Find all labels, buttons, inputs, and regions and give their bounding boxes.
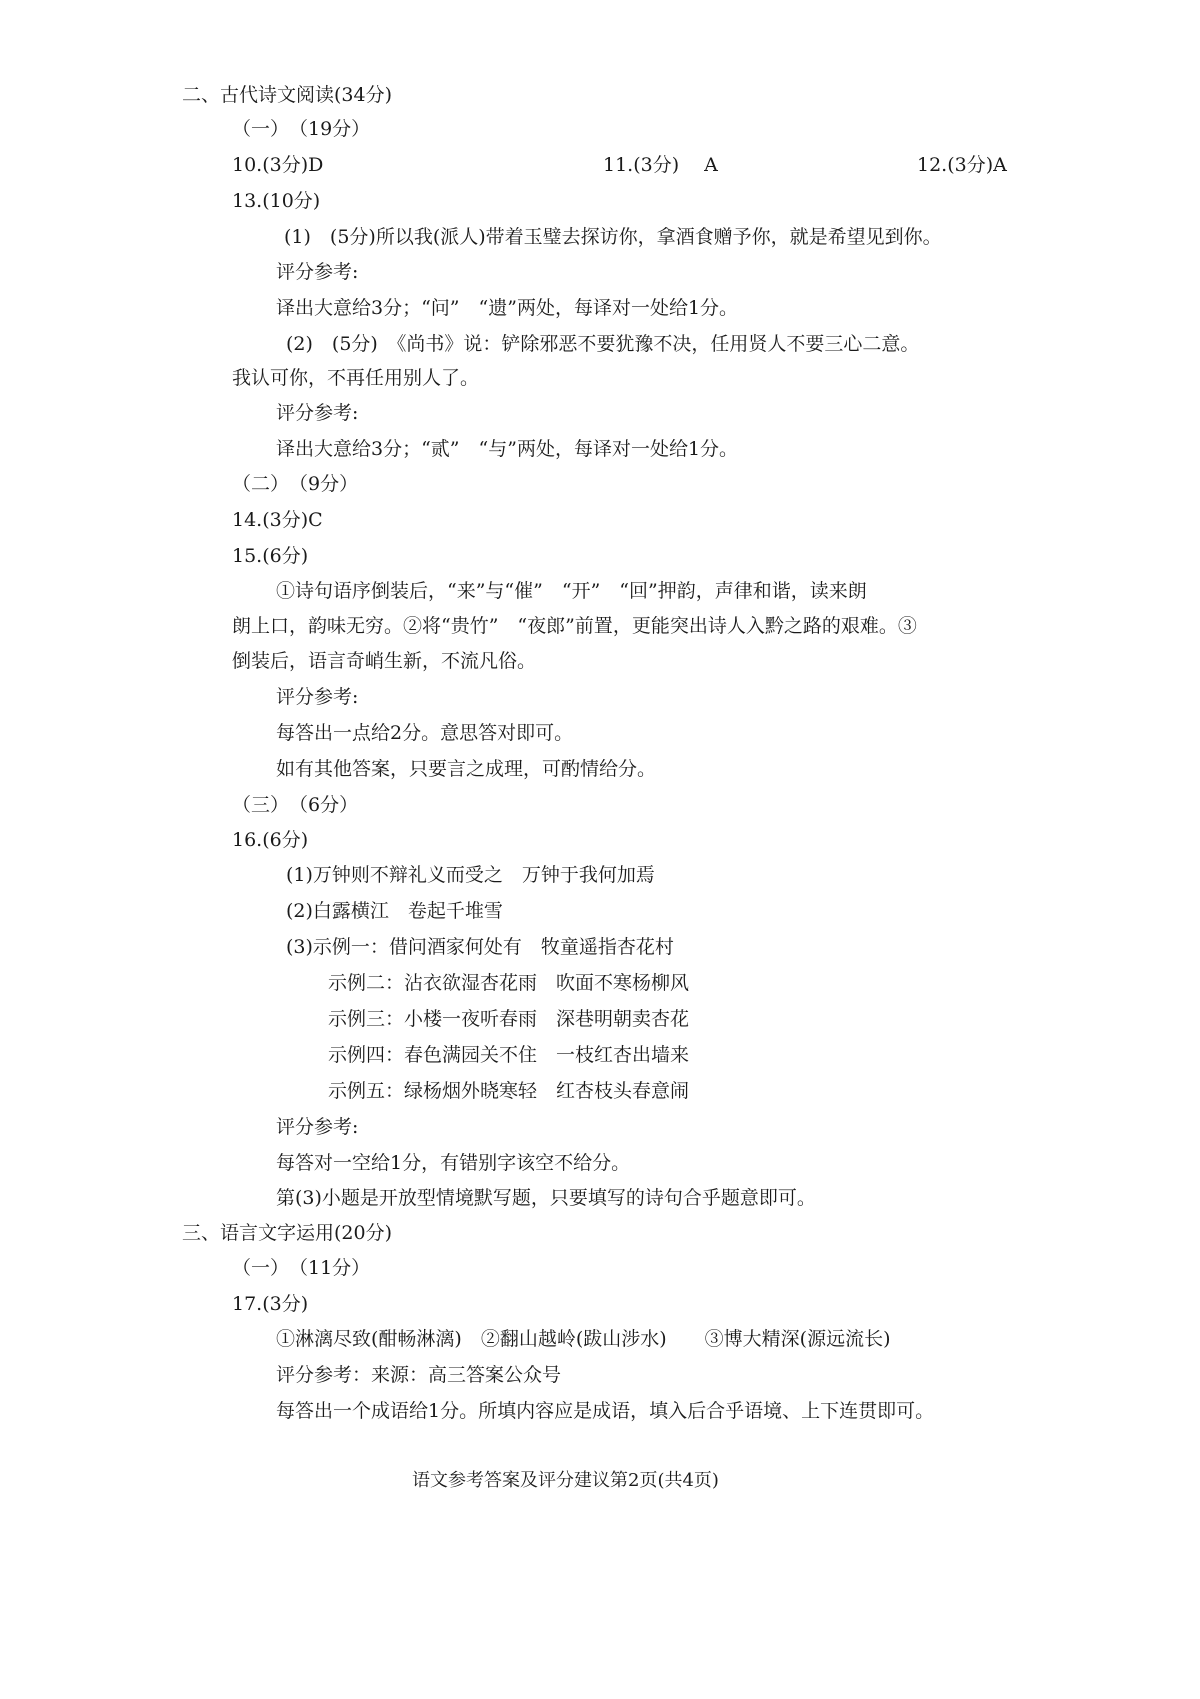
q13-p1: (1) (5分)所以我(派人)带着玉璧去探访你，拿酒食赠予你，就是希望见到你。 bbox=[284, 226, 942, 248]
q12-answer: 12.(3分)A bbox=[917, 154, 1007, 176]
q16-ref: 评分参考: bbox=[276, 1116, 359, 1138]
q16-example3: 示例三：小楼一夜听春雨 深巷明朝卖杏花 bbox=[328, 1008, 690, 1030]
q10-answer: 10.(3分)D bbox=[232, 154, 324, 176]
q13-score2: 译出大意给3分；“贰” “与”两处，每译对一处给1分。 bbox=[276, 438, 739, 460]
q16-heading: 16.(6分) bbox=[232, 829, 309, 851]
q17-answers: ①淋漓尽致(酣畅淋漓) ②翻山越岭(跋山涉水) ③博大精深(源远流长) bbox=[276, 1328, 891, 1350]
q16-answer3: (3)示例一：借问酒家何处有 牧童遥指杏花村 bbox=[286, 936, 674, 958]
q13-ref2: 评分参考: bbox=[276, 402, 359, 424]
q13-p2-line1: (2) (5分) 《尚书》说：铲除邪恶不要犹豫不决，任用贤人不要三心二意。 bbox=[286, 333, 920, 355]
part1-heading: （一） （19分） bbox=[232, 118, 371, 140]
q13-ref1: 评分参考: bbox=[276, 261, 359, 283]
q15-score2: 如有其他答案，只要言之成理，可酌情给分。 bbox=[276, 758, 657, 780]
part2-heading: （二） （9分） bbox=[232, 473, 359, 495]
q15-line2: 朗上口，韵味无穷。②将“贵竹” “夜郎”前置，更能突出诗人入黔之路的艰难。③ bbox=[232, 615, 917, 637]
q15-ref: 评分参考: bbox=[276, 686, 359, 708]
q16-example2: 示例二：沾衣欲湿杏花雨 吹面不寒杨柳风 bbox=[328, 972, 690, 994]
q16-example4: 示例四：春色满园关不住 一枝红杏出墙来 bbox=[328, 1044, 690, 1066]
q15-line1: ①诗句语序倒装后，“来”与“催” “开” “回”押韵，声律和谐，读来朗 bbox=[276, 580, 867, 602]
q13-heading: 13.(10分) bbox=[232, 190, 321, 212]
q15-heading: 15.(6分) bbox=[232, 545, 309, 567]
q17-heading: 17.(3分) bbox=[232, 1293, 309, 1315]
q13-score1: 译出大意给3分；“问” “遗”两处，每译对一处给1分。 bbox=[276, 297, 739, 319]
q16-answer2: (2)白露横江 卷起千堆雪 bbox=[286, 900, 503, 922]
part3-heading: （三） （6分） bbox=[232, 794, 359, 816]
q14-answer: 14.(3分)C bbox=[232, 509, 323, 531]
q15-line3: 倒装后，语言奇峭生新，不流凡俗。 bbox=[232, 650, 537, 672]
q11-answer: 11.(3分) A bbox=[603, 154, 718, 176]
page-footer: 语文参考答案及评分建议第2页(共4页) bbox=[412, 1470, 719, 1491]
q17-score1: 每答出一个成语给1分。所填内容应是成语，填入后合乎语境、上下连贯即可。 bbox=[276, 1400, 935, 1422]
q16-example5: 示例五：绿杨烟外晓寒轻 红杏枝头春意闹 bbox=[328, 1080, 690, 1102]
q16-score2: 第(3)小题是开放型情境默写题，只要填写的诗句合乎题意即可。 bbox=[276, 1187, 816, 1209]
q13-p2-line2: 我认可你，不再任用别人了。 bbox=[232, 367, 480, 389]
q15-score1: 每答出一点给2分。意思答对即可。 bbox=[276, 722, 574, 744]
q17-ref: 评分参考：来源：高三答案公众号 bbox=[276, 1364, 562, 1386]
section3-heading: 三、语言文字运用(20分) bbox=[182, 1222, 393, 1244]
section2-heading: 二、古代诗文阅读(34分) bbox=[182, 84, 393, 106]
section3-part1-heading: （一） （11分） bbox=[232, 1257, 371, 1279]
q16-score1: 每答对一空给1分，有错别字该空不给分。 bbox=[276, 1152, 631, 1174]
q16-answer1: (1)万钟则不辩礼义而受之 万钟于我何加焉 bbox=[286, 864, 655, 886]
